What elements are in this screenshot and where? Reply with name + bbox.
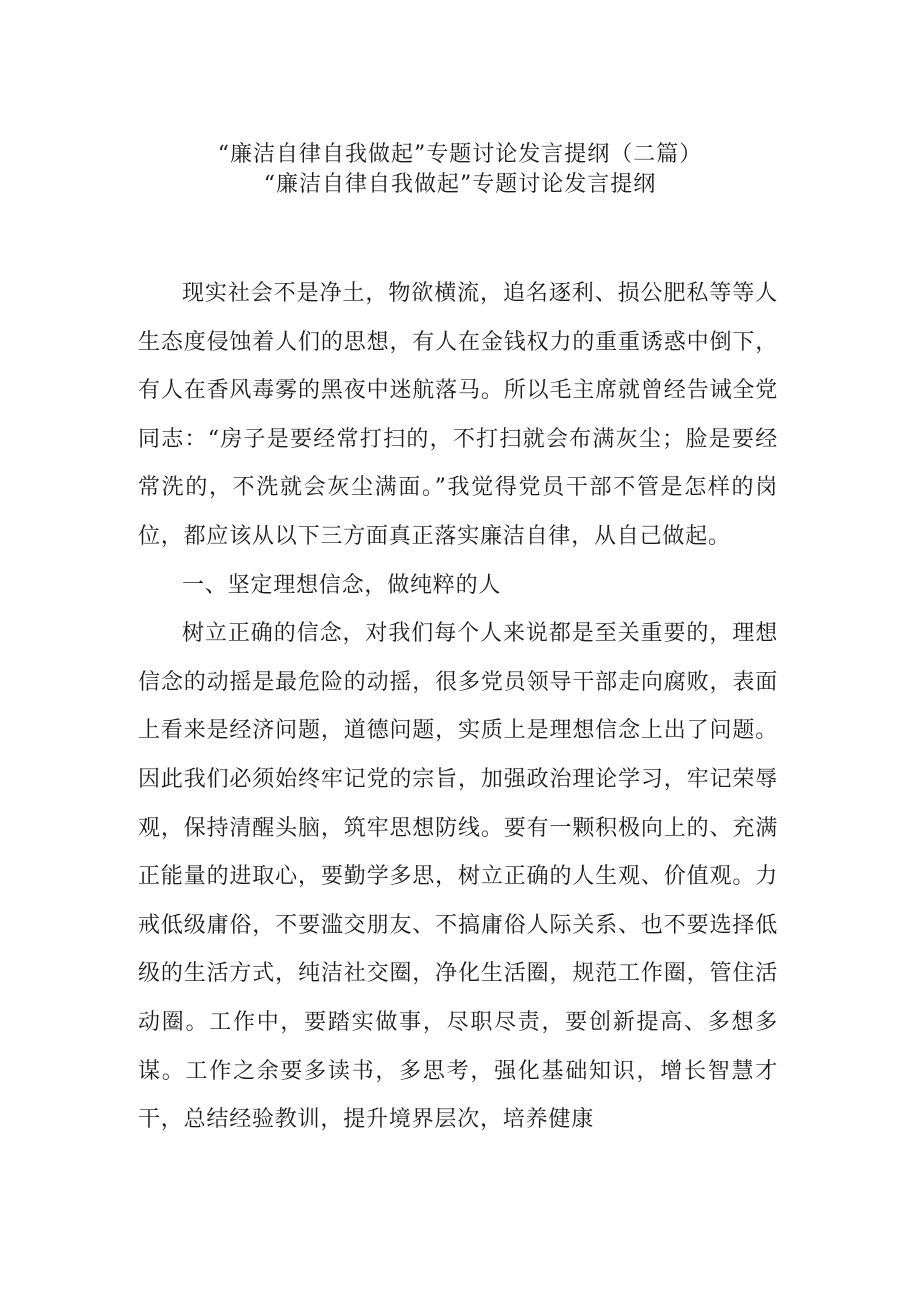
document-body	[138, 270, 778, 1145]
document-title-line-1: “廉洁自律自我做起”专题讨论发言提纲（二篇）	[217, 142, 703, 167]
paragraph-intro: 现实社会不是净土，物欲横流，追名逐利、损公肥私等等人生态度侵蚀着人们的思想，有人在金钱权力的重重诱惑中倒下，有人在香风毒雾的黑夜中迷航落马。所以毛主席就曾经告诫全党同志：“房子是要经常打扫的，不打扫就会布满灰尘；脸是要经常洗的，不洗就会灰尘满面。”我觉得党员干部不管是怎样的岗位，都应该从以下三方面真正落实廉洁自律，从自己做起。	[138, 281, 778, 549]
paragraph-section-1: 树立正确的信念，对我们每个人来说都是至关重要的，理想信念的动摇是最危险的动摇，很多党员领导干部走向腐败，表面上看来是经济问题，道德问题，实质上是理想信念上出了问题。因此我们必须始终牢记党的宗旨，加强政治理论学习，牢记荣辱观，保持清醒头脑，筑牢思想防线。要有一颗积极向上的、充满正能量的进取心，要勤学多思，树立正确的人生观、价值观。力戒低级庸俗，不要滥交朋友、不搞庸俗人际关系、也不要选择低级的生活方式，纯洁社交圈，净化生活圈，规范工作圈，管住活动圈。工作中，要踏实做事，尽职尽责，要创新提高、多想多谋。工作之余要多读书，多思考，强化基础知识，增长智慧才干，总结经验教训，提升境界层次，培养健康	[138, 621, 778, 1133]
document-title-line-2: “廉洁自律自我做起”专题讨论发言提纲	[263, 172, 657, 197]
section-heading-1: 一、坚定理想信念，做纯粹的人	[182, 572, 502, 598]
